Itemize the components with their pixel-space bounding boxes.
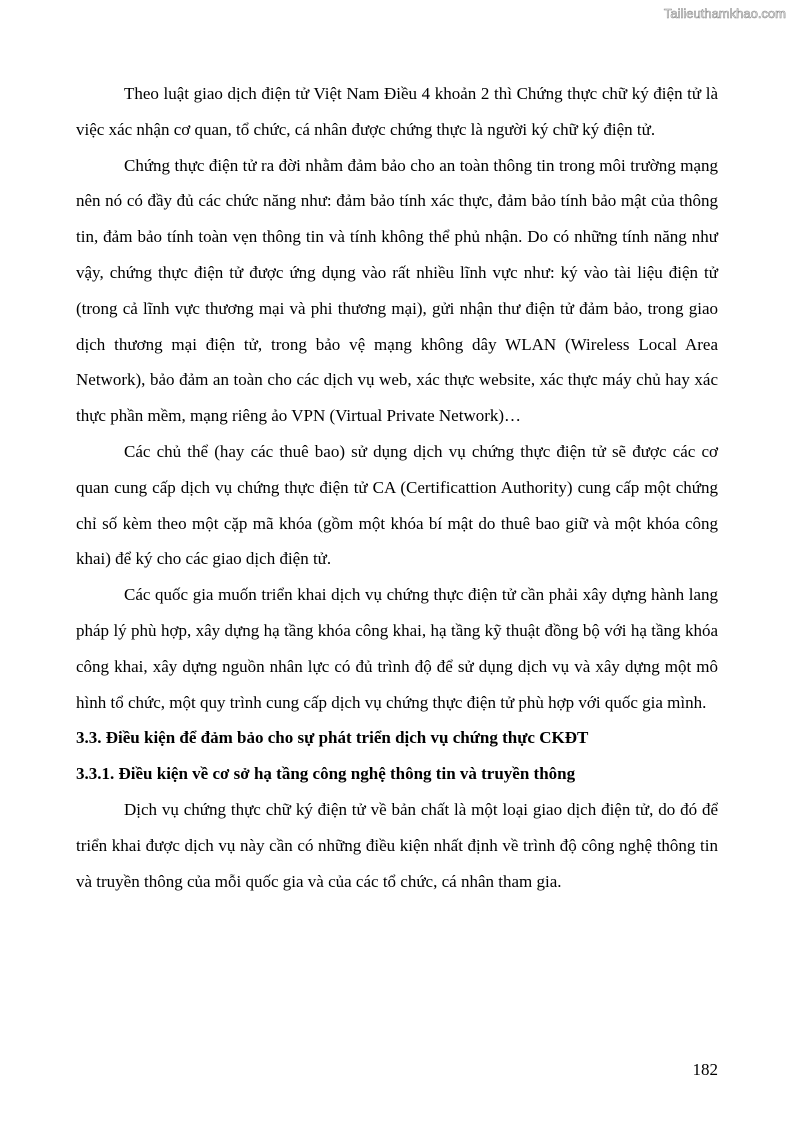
paragraph-infrastructure: Dịch vụ chứng thực chữ ký điện tử về bản chất là một loại giao dịch điện tử, do đó để triển khai được dịch vụ này cần có những điều kiện nhất định về trình độ công nghệ thông tin và truyền thông của mỗi quốc gia và của các tổ chức, cá nhân tham gia.: [76, 799, 718, 891]
paragraph-subscribers: Các chủ thể (hay các thuê bao) sử dụng dịch vụ chứng thực điện tử sẽ được các cơ quan cung cấp dịch vụ chứng thực điện tử CA (Certificattion Authority) cung cấp một chứng chỉ số kèm theo một cặp mã khóa (gồm một khóa bí mật do thuê bao giữ và một khóa công khai) để ký cho các giao dịch điện tử.: [76, 441, 718, 569]
page-number: 182: [692, 1060, 718, 1079]
paragraph-countries: Các quốc gia muốn triển khai dịch vụ chứng thực điện tử cần phải xây dựng hành lang pháp lý phù hợp, xây dựng hạ tầng khóa công khai, hạ tầng kỹ thuật đồng bộ với hạ tầng khóa công khai, xây dựng nguồn nhân lực có đủ trình độ để sử dụng dịch vụ và xây dựng một mô hình tổ chức, một quy trình cung cấp dịch vụ chứng thực điện tử phù hợp với quốc gia mình.: [76, 585, 718, 712]
subsection-heading: 3.3.1. Điều kiện về cơ sở hạ tầng công nghệ thông tin và truyền thông: [76, 764, 576, 784]
paragraph-definition: Theo luật giao dịch điện tử Việt Nam Điều 4 khoản 2 thì Chứng thực chữ ký điện tử là việc xác nhận cơ quan, tổ chức, cá nhân được chứng thực là người ký chữ ký điện tử.: [76, 84, 718, 139]
document-body: [76, 76, 718, 899]
section-heading: 3.3. Điều kiện để đảm bảo cho sự phát triển dịch vụ chứng thực CKĐT: [76, 728, 589, 748]
watermark: Tailieuthamkhao.com: [663, 6, 786, 21]
paragraph-functions: Chứng thực điện tử ra đời nhằm đảm bảo cho an toàn thông tin trong môi trường mạng nên nó có đầy đủ các chức năng như: đảm bảo tính xác thực, đảm bảo tính bảo mật của thông tin, đảm bảo tính toàn vẹn thông tin và tính không thể phủ nhận. Do có những tính năng như vậy, chứng thực điện tử được ứng dụng vào rất nhiều lĩnh vực như: ký vào tài liệu điện tử (trong cả lĩnh vực thương mại và phi thương mại), gửi nhận thư điện tử đảm bảo, trong giao dịch thương mại điện tử, trong bảo vệ mạng không dây WLAN (Wireless Local Area Network), bảo đảm an toàn cho các dịch vụ web, xác thực website, xác thực máy chủ hay xác thực phần mềm, mạng riêng ảo VPN (Virtual Private Network)…: [76, 155, 718, 426]
